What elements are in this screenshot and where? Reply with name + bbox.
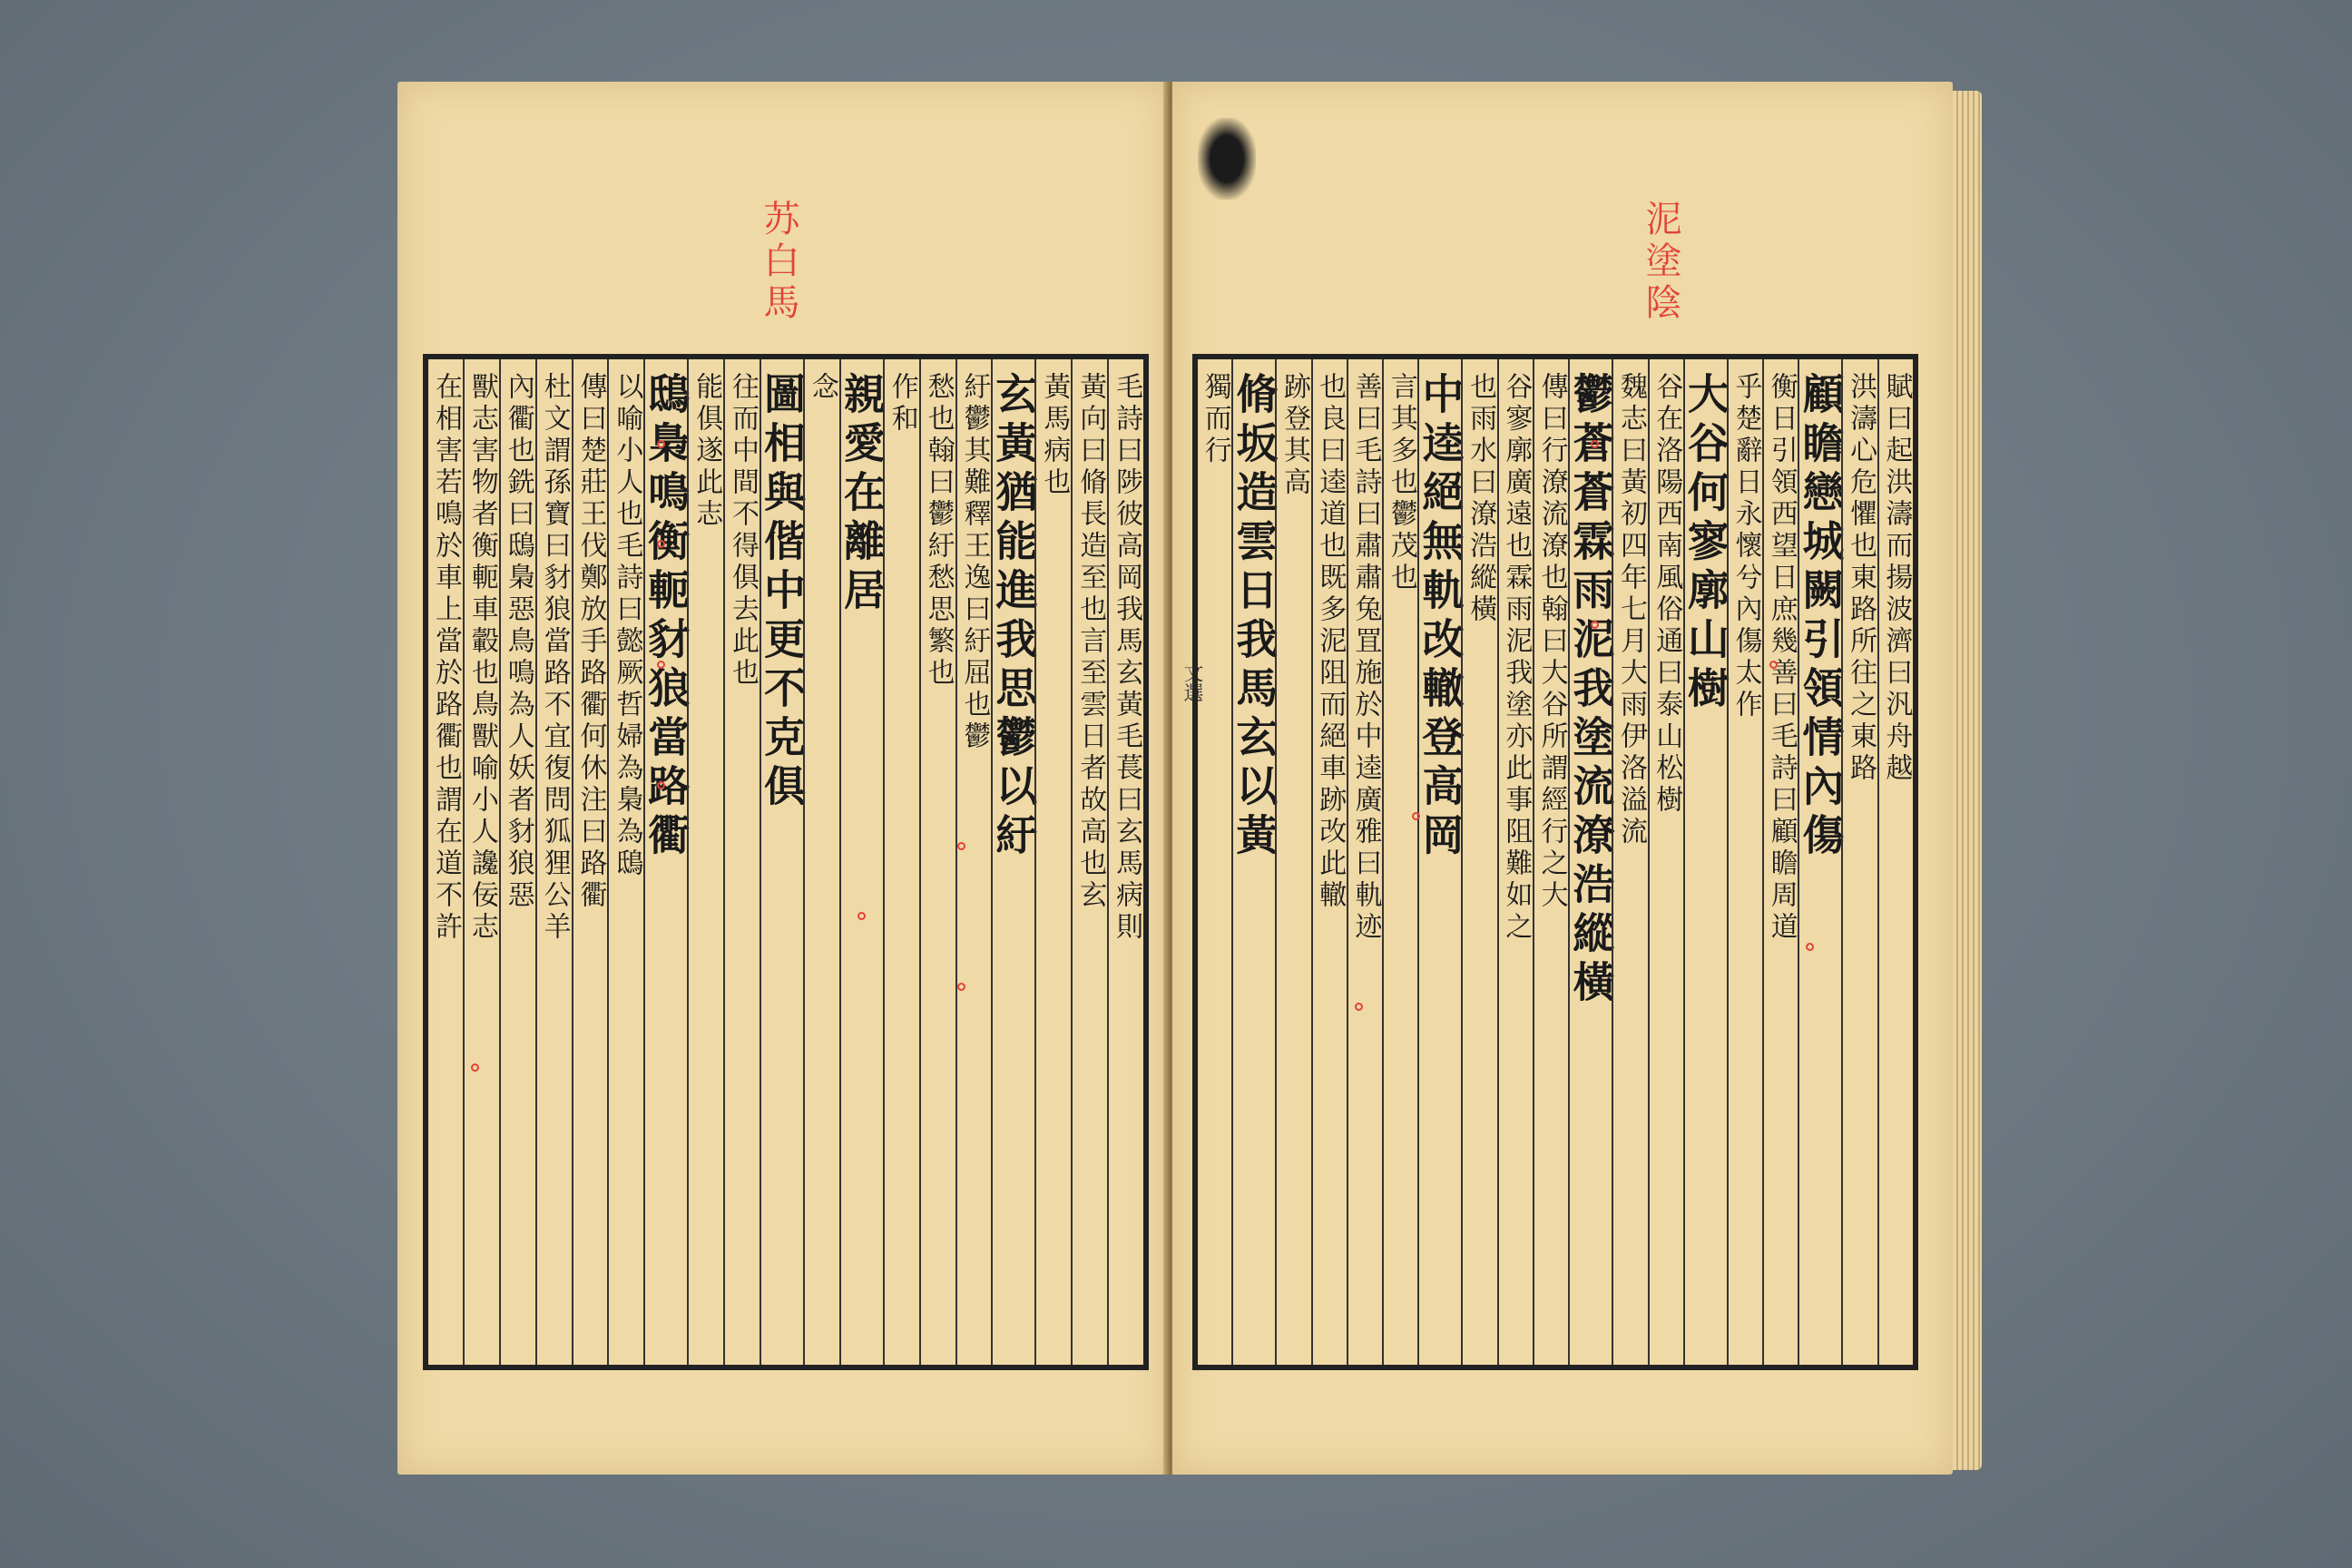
left-columns	[428, 359, 1143, 1365]
column-text: 能俱遂此志	[691, 372, 723, 531]
text-column	[1230, 359, 1279, 1365]
text-column	[1198, 359, 1231, 1365]
text-column	[1382, 359, 1417, 1365]
left-text-frame	[423, 354, 1149, 1370]
text-column	[1461, 359, 1496, 1365]
column-text: 傳曰楚莊王伐鄭放手路衢何休注曰路衢	[574, 372, 607, 912]
text-column	[1796, 359, 1846, 1365]
column-text: 言其多也鬱茂也	[1385, 372, 1417, 594]
red-reading-mark	[471, 1063, 479, 1072]
column-text: 在相害若鳴於車上當於路衢也謂在道不許	[430, 372, 463, 944]
column-text: 谷在洛陽西南風俗通曰泰山松樹	[1651, 372, 1683, 817]
text-column	[499, 359, 535, 1365]
red-reading-mark	[1591, 440, 1599, 448]
text-column	[1841, 359, 1877, 1365]
text-column	[463, 359, 499, 1365]
right-red-heading: 泥塗陰	[1640, 200, 1681, 325]
text-column	[956, 359, 992, 1365]
text-column	[642, 359, 691, 1365]
text-column	[1034, 359, 1071, 1365]
column-text: 內衢也銑曰鴟梟惡鳥鳴為人妖者豺狼惡	[502, 372, 534, 912]
column-text: 鴟梟鳴衡軛豺狼當路衢	[642, 372, 691, 862]
text-column	[1762, 359, 1798, 1365]
open-book	[390, 82, 1978, 1497]
text-column	[607, 359, 643, 1365]
left-page	[397, 82, 1169, 1475]
ink-smudge	[1198, 118, 1256, 200]
column-text: 衡日引領西望日庶幾善曰毛詩曰顧瞻周道	[1765, 372, 1798, 944]
column-text: 往而中間不得俱去此也	[727, 372, 760, 690]
text-column	[1566, 359, 1616, 1365]
column-text: 紆鬱其難釋王逸曰紆屈也鬱	[958, 372, 991, 753]
text-column	[803, 359, 839, 1365]
text-column	[1612, 359, 1647, 1365]
column-text: 乎楚辭日永懷兮內傷太作	[1730, 372, 1762, 721]
text-column	[1416, 359, 1465, 1365]
column-text: 顧瞻戀城闕引領情內傷	[1796, 372, 1846, 862]
column-text: 善曰毛詩曰肅肅兔罝施於中逵廣雅曰軌迹	[1349, 372, 1382, 944]
text-column	[757, 359, 807, 1365]
column-text: 作和	[886, 372, 918, 436]
right-page	[1172, 82, 1953, 1475]
text-column	[535, 359, 572, 1365]
red-reading-mark	[957, 983, 965, 991]
red-reading-mark	[1412, 812, 1420, 820]
column-text: 傳曰行潦流潦也翰曰大谷所謂經行之大	[1535, 372, 1568, 912]
column-text: 魏志曰黃初四年七月大雨伊洛溢流	[1614, 372, 1647, 848]
column-text: 黃向曰脩長造至也言至雲日者故高也玄	[1074, 372, 1107, 912]
text-column	[1311, 359, 1347, 1365]
text-column	[883, 359, 919, 1365]
column-text: 念	[806, 372, 838, 404]
column-text: 也雨水曰潦浩縱橫	[1465, 372, 1497, 626]
red-reading-mark	[657, 440, 665, 448]
text-column	[1347, 359, 1382, 1365]
margin-note: 文選	[1181, 662, 1203, 702]
column-text: 谷寥廓廣遠也霖雨泥我塗亦此事阻難如之	[1500, 372, 1533, 944]
text-column	[919, 359, 956, 1365]
text-column	[1497, 359, 1533, 1365]
text-column	[1107, 359, 1143, 1365]
column-text: 愁也翰曰鬱紆愁思繁也	[922, 372, 955, 690]
text-column	[1071, 359, 1107, 1365]
text-column	[572, 359, 608, 1365]
column-text: 也良曰逵道也既多泥阻而絕車跡改此轍	[1314, 372, 1347, 912]
column-text: 獸志害物者衡軛車轂也鳥獸喻小人讒佞志	[466, 372, 498, 944]
left-red-heading: 苏白馬	[758, 200, 799, 325]
text-column	[723, 359, 760, 1365]
right-columns	[1198, 359, 1913, 1365]
text-column	[989, 359, 1039, 1365]
text-column	[428, 359, 463, 1365]
column-text: 圖相與偕中更不克俱	[757, 372, 807, 813]
column-text: 賦曰起洪濤而揚波濟曰汎舟越	[1880, 372, 1913, 785]
column-text: 親愛在離居	[837, 372, 887, 617]
text-column	[687, 359, 723, 1365]
text-column	[837, 359, 887, 1365]
column-text: 黃馬病也	[1038, 372, 1071, 499]
column-text: 以喻小人也毛詩曰懿厥哲婦為梟為鴟	[611, 372, 643, 880]
column-text: 跡登其高	[1278, 372, 1310, 499]
text-column	[1533, 359, 1568, 1365]
red-reading-mark	[1806, 943, 1814, 951]
column-text: 中逵絕無軌改轍登高岡	[1416, 372, 1465, 862]
text-column	[1877, 359, 1913, 1365]
page-edges	[1953, 91, 1982, 1470]
text-column	[1275, 359, 1310, 1365]
column-text: 大谷何寥廓山樹	[1681, 372, 1730, 715]
text-column	[1681, 359, 1730, 1365]
column-text: 獨而行	[1199, 372, 1231, 467]
right-text-frame	[1192, 354, 1918, 1370]
column-text: 鬱蒼蒼霖雨泥我塗流潦浩縱橫	[1566, 372, 1616, 1009]
text-column	[1727, 359, 1762, 1365]
text-column	[1648, 359, 1683, 1365]
column-text: 杜文謂孫寶曰豺狼當路不宜復問狐狸公羊	[538, 372, 571, 944]
column-text: 洪濤心危懼也東路所往之東路	[1845, 372, 1877, 785]
column-text: 脩坂造雲日我馬玄以黃	[1230, 372, 1279, 862]
column-text: 玄黃猶能進我思鬱以紆	[989, 372, 1039, 862]
column-text: 毛詩曰陟彼高岡我馬玄黃毛萇曰玄馬病則	[1111, 372, 1143, 944]
red-reading-mark	[957, 842, 965, 850]
